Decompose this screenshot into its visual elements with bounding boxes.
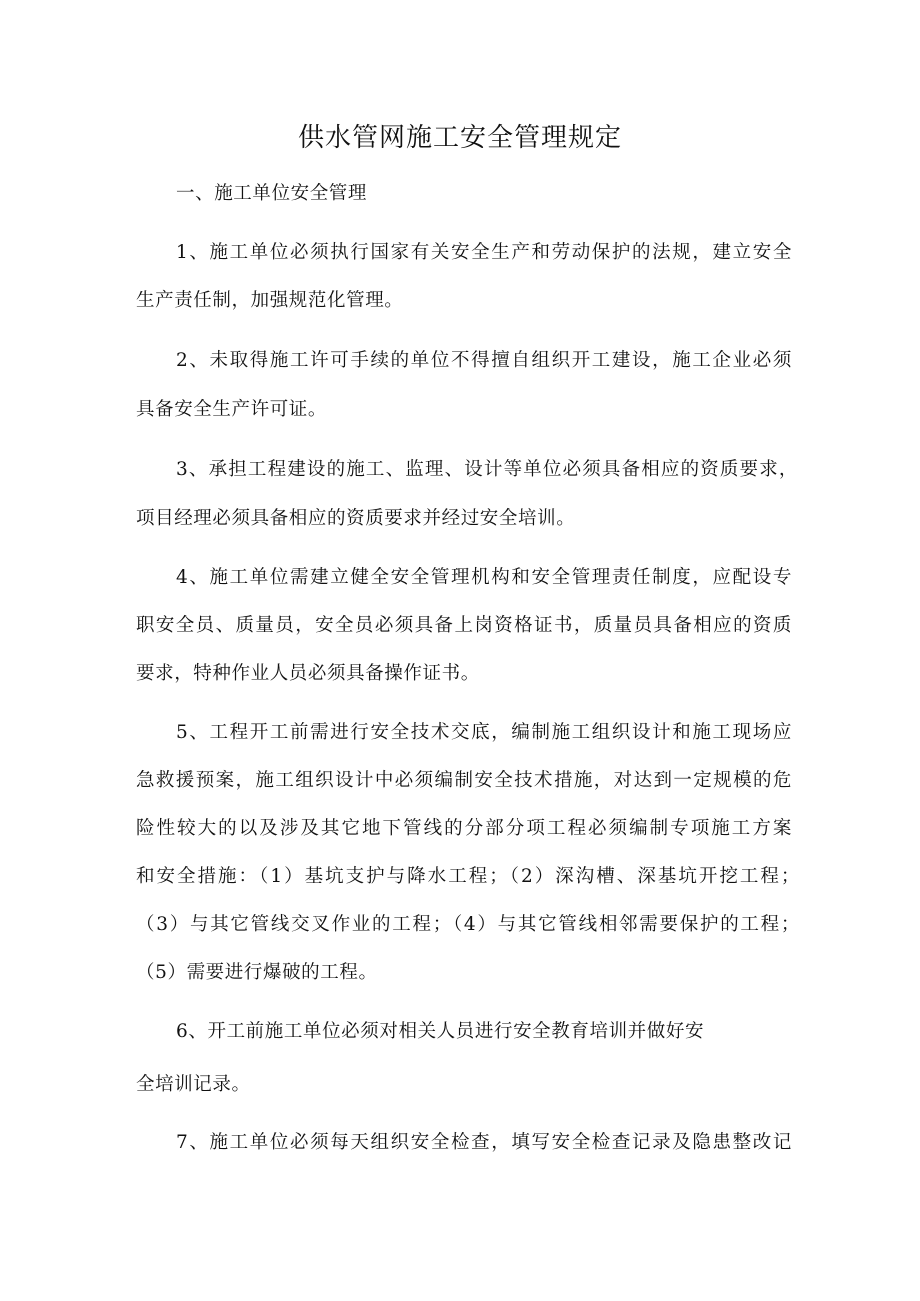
paragraph-line: 和安全措施：（1）基坑支护与降水工程；（2）深沟槽、深基坑开挖工程； [136, 866, 800, 887]
paragraph-line: 5、工程开工前需进行安全技术交底，编制施工组织设计和施工现场应 [176, 722, 792, 743]
paragraph-line: 险性较大的以及涉及其它地下管线的分部分项工程必须编制专项施工方案 [136, 818, 792, 839]
paragraph-line: 要求，特种作业人员必须具备操作证书。 [136, 663, 480, 684]
paragraph-line: 7、施工单位必须每天组织安全检查，填写安全检查记录及隐患整改记 [176, 1132, 792, 1153]
paragraph-line: 具备安全生产许可证。 [136, 399, 328, 420]
paragraph-line: 项目经理必须具备相应的资质要求并经过安全培训。 [136, 508, 576, 529]
paragraph-line: 职安全员、质量员，安全员必须具备上岗资格证书，质量员具备相应的资质 [136, 615, 792, 636]
paragraph-line: 1、施工单位必须执行国家有关安全生产和劳动保护的法规，建立安全 [176, 242, 792, 263]
paragraph-line: 6、开工前施工单位必须对相关人员进行安全教育培训并做好安 [176, 1021, 705, 1042]
paragraph-line: 4、施工单位需建立健全安全管理机构和安全管理责任制度，应配设专 [176, 567, 792, 588]
paragraph-line: 2、未取得施工许可手续的单位不得擅自组织开工建设，施工企业必须 [176, 350, 792, 371]
paragraph-line: 全培训记录。 [136, 1074, 251, 1095]
document-title: 供水管网施工安全管理规定 [297, 123, 622, 153]
section-heading: 一、施工单位安全管理 [176, 183, 368, 204]
paragraph-line: 急救援预案，施工组织设计中必须编制安全技术措施，对达到一定规模的危 [136, 770, 792, 791]
paragraph-line: 3、承担工程建设的施工、监理、设计等单位必须具备相应的资质要求， [176, 459, 798, 480]
paragraph-line: （3）与其它管线交叉作业的工程；（4）与其它管线相邻需要保护的工程； [136, 914, 800, 935]
paragraph-line: （5）需要进行爆破的工程。 [136, 962, 378, 983]
paragraph-line: 生产责任制，加强规范化管理。 [136, 290, 404, 311]
